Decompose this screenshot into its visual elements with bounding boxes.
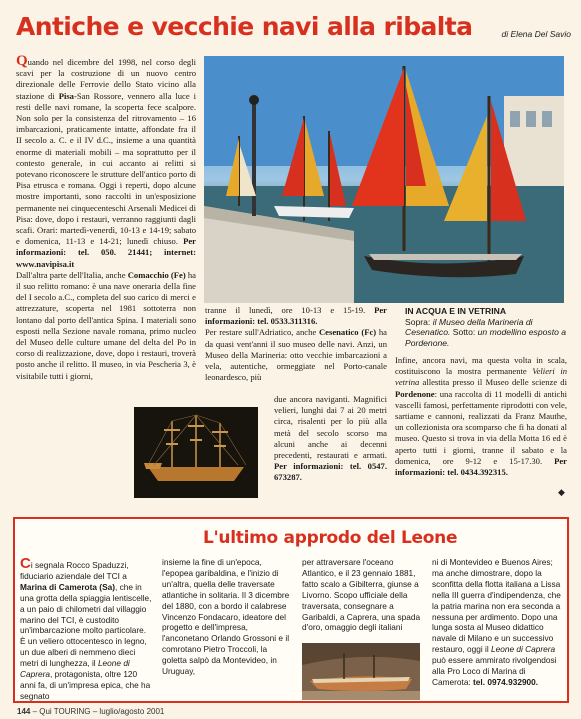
caption-text: un modellino esposto a Pordenone. [405, 327, 567, 348]
text: Infine, ancora navi, ma questa volta in scala, costituiscono la mostra permanente [395, 355, 567, 377]
wreck-illustration [302, 643, 420, 700]
place-name: Cesenatico (Fc) [318, 327, 377, 338]
photo-harbor [204, 56, 564, 303]
boat-name: Leone di Caprera [491, 644, 556, 655]
text: ha da quasi vent'anni il suo museo delle navi. Anzi, un Museo della Marineria: otto vecchie imbarcazioni a vela, autentiche, ormeggiate nel Porto-canale leonardesco, più [205, 327, 387, 383]
info-contact: Per informazioni: tel. 050. 21441; internet: www.navipisa.it [16, 236, 196, 269]
text: uando nel dicembre del 1998, nel corso degli scavi per la costruzione di un nuovo centro direzionale delle Ferrovie dello Stato vicino alla stazione di [16, 57, 196, 101]
info-contact: Per informazioni: tel. 0533.311316. [205, 305, 387, 327]
sidebar-column-3: per attraversare l'oceano Atlantico, e il 23 gennaio 1881, fatto scalo a Gibilterra, giunse a Livorno. Scopo ufficiale della traversata, consegnare a Garibaldi, a Caprera, una spada d'oro, omaggio degli italiani [302, 557, 421, 633]
text: tranne il lunedì, ore 10-13 e 15-19. [205, 305, 375, 315]
article-column-1 [16, 53, 196, 382]
drop-cap: C [20, 555, 31, 572]
text: , che in una grotta della spiaggia lentiscelle, a un paio di chilometri dal villaggio marino del TCI, è custodito un'imbarcazione molto particolare. È un veliero ottocentesco in legno, un due alberi di nemmeno dieci metri di lunghezza, il [20, 581, 152, 669]
place-name: Marina di Camerota (Sa) [20, 581, 115, 592]
place-name: Pisa [58, 90, 74, 101]
text: , protagonista, oltre 120 anni fa, di un'impresa epica, che ha segnato [20, 669, 151, 701]
text: Per restare sull'Adriatico, anche [205, 327, 319, 338]
page-footer [17, 707, 164, 716]
article-column-2b [274, 394, 387, 484]
exhibit-name: Velieri in vetrina [395, 366, 567, 388]
ship-model-illustration [134, 407, 258, 498]
end-mark-icon: ◆ [558, 487, 565, 497]
info-contact: tel. 0974.932900. [473, 676, 539, 687]
article-column-3 [395, 355, 567, 478]
text: ha il suo relitto romano: è una nave oneraria della fine del I secolo a.C., completa del suo carico di merci e attrezzature, scoperta nel 1981 sottoterra non lontano dal porto dell'antica Spina. I materiali sono esposti nella Sezione navale romana, primo nucleo del Museo delle culture umane del delta del Po in corso di realizzazione, dove, dopo i restauri, troverà posto anche il relitto. Il museo, in via Pescheria 3, è visitabile tutti i giorni, [16, 269, 196, 381]
sidebar-title: L'ultimo approdo del Leone [203, 528, 458, 548]
photo-leone-di-caprera [302, 643, 420, 700]
harbor-illustration [204, 56, 564, 303]
text: -San Rossore, vennero alla luce i resti delle navi romane, la scoperta fece scalpore. Non solo per la consistenza del ritrovamento – 16 imbarcazioni, praticamente intatte, affondate fra il II secolo a. C. e il IV d.C., insieme a una quantità enorme di materiali mobili – ma soprattutto per il contesto generale, in cui accanto ai relitti si potevano riconoscere le strutture dell'antico porto di Pisa etrusca e romana. Oggi i reperti, dopo alcune mostre importanti, sono raccolti in un'esposizione permanente nei cinquecenteschi Arsenali Medicei di Pisa: dove, dopo i restauri, verranno raggiunti dagli scafi. Orari: martedì-venerdì, 10-13 e 14-19; sabato e domenica, 11-13 e 14-21; lunedì chiuso. [16, 90, 196, 247]
byline: di Elena Del Savio [501, 29, 571, 39]
boat-name: Leone di Caprera [20, 658, 130, 680]
caption-text: il Museo della Marineria di Cesenatico. [405, 316, 533, 337]
caption-heading: IN ACQUA E IN VETRINA [405, 306, 507, 316]
text: può essere ammirato rivolgendosi alla Pro Loco di Marina di Camerota: [432, 655, 557, 687]
text: i segnala Rocco Spaduzzi, fiduciario aziendale del TCI a [20, 560, 129, 581]
caption-label: Sotto: [452, 327, 476, 337]
place-name: Comacchio (Fe) [127, 269, 186, 280]
info-contact: Per informazioni: tel. 0434.392315. [395, 455, 567, 478]
info-contact: Per informazioni: tel. 0547. 673287. [274, 461, 387, 483]
photo-caption [405, 306, 567, 348]
text: due ancora naviganti. Magnifici velieri, lunghi dai 7 ai 20 metri circa, risalenti per lo più alla metà del secolo scorso ma alcuni anche ai decenni precedenti, restaurati e armati. [274, 394, 387, 461]
place-name: Pordenone [395, 388, 435, 399]
page-number: 144 [17, 707, 31, 716]
caption-label: Sopra: [405, 316, 431, 327]
drop-cap: Q [16, 53, 28, 69]
article-column-2 [205, 305, 387, 383]
text: allestita presso il Museo delle scienze di [419, 377, 567, 388]
sidebar-column-4 [432, 557, 562, 688]
magazine-issue: – Qui TOURING – luglio/agosto 2001 [30, 707, 165, 716]
sidebar-column-1 [20, 555, 153, 702]
text: Dall'altra parte dell'Italia, anche [16, 269, 128, 280]
sidebar-column-2: insieme la fine di un'epoca, l'epopea garibaldina, e l'inizio di un'altra, quella delle traversate atlantiche in solitaria. Il 3 dicembre del 1880, con a bordo il calabrese Vincenzo Fondacaro, ideatore del progetto e dell'impresa, l'anconetano Orlando Grossoni e il comrotano Pietro Troccoli, la goletta salpò da Montevideo, in Uruguay, [162, 557, 290, 677]
article-title: Antiche e vecchie navi alla ribalta [16, 12, 473, 41]
photo-ship-model [134, 407, 258, 498]
text: ni di Montevideo e Buenos Aires; ma anche dimostrare, dopo la sconfitta della flotta italiana a Lissa nella III guerra d'indipendenza, che la patria marina non era seconda a nessuna per ardimento. Dopo una lunga sosta al Museo didattico navale di Milano e un successivo restauro, oggi il [432, 557, 561, 655]
text: : una raccolta di 11 modelli di antichi vascelli famosi, perfettamente riprodotti con vele, sartiame e cannoni, realizzati da Franz Mauthe, un collezionista ora scomparso che fi ha donati al museo. Questo si trova in via della Motta 16 ed è aperto tutti i giorni, tranne il sabato e la domenica, ore 9-12 e 15-17.30. [395, 388, 567, 466]
